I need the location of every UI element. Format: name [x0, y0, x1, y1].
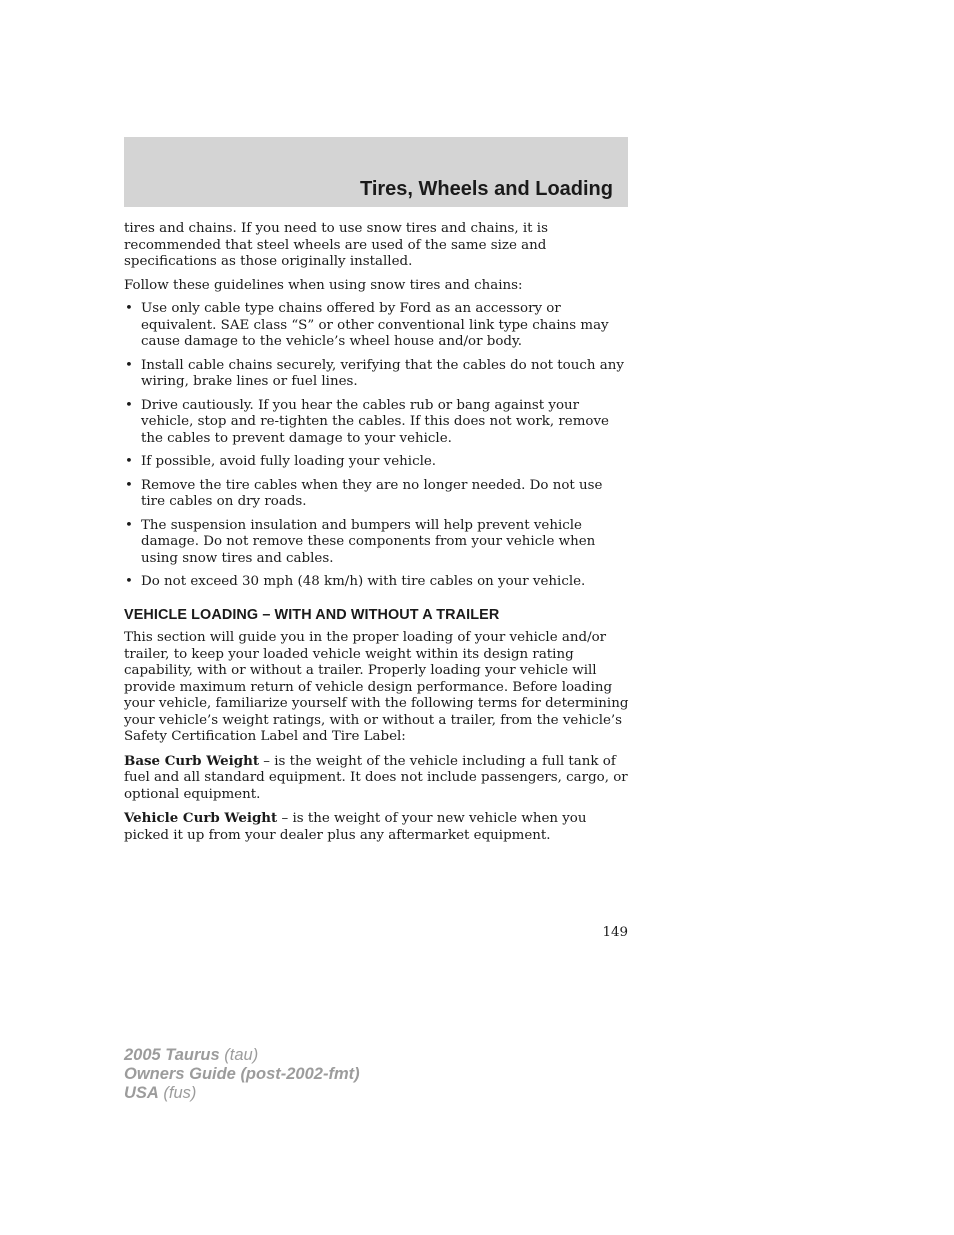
vehicle-loading-heading: VEHICLE LOADING – WITH AND WITHOUT A TRAILER	[124, 606, 500, 623]
list-item-text: Use only cable type chains offered by Ford as an accessory or equivalent. SAE class “S” or other conventional link type chains may cause damage to the vehicle’s wheel house and/or body.	[141, 301, 609, 349]
bullet-icon: •	[125, 517, 133, 533]
definition-text: – is the weight of the vehicle including a full tank of fuel and all standard equipment. It does not include passengers, cargo, or optional equipment.	[124, 753, 628, 802]
footer-line-guide	[124, 1065, 360, 1084]
footer-guide: Owners Guide (post-2002-fmt)	[124, 1065, 360, 1083]
footer-market-code: (fus)	[158, 1084, 197, 1102]
list-item-text: Install cable chains securely, verifying that the cables do not touch any wiring, brake lines or fuel lines.	[141, 357, 624, 389]
list-item-text: Do not exceed 30 mph (48 km/h) with tire cables on your vehicle.	[141, 574, 586, 589]
document-footer	[124, 1046, 360, 1103]
bullet-icon: •	[125, 477, 133, 493]
bullet-icon: •	[125, 574, 133, 589]
page-number: 149	[602, 925, 628, 940]
footer-line-market	[124, 1084, 360, 1103]
list-item	[124, 301, 630, 351]
list-item	[124, 518, 630, 568]
bullet-icon: •	[125, 357, 133, 373]
footer-line-model	[124, 1046, 360, 1065]
page-content	[124, 221, 630, 851]
bullet-icon: •	[125, 454, 133, 469]
definition-text: – is the weight of your new vehicle when you picked it up from your dealer plus any aftermarket equipment.	[124, 811, 587, 843]
guidelines-intro: Follow these guidelines when using snow tires and chains:	[124, 277, 523, 293]
list-item	[124, 454, 630, 471]
list-item-text: Drive cautiously. If you hear the cables rub or bang against your vehicle, stop and re-tighten the cables. If this does not work, remove the cables to prevent damage to your vehicle.	[141, 397, 609, 446]
list-item	[124, 478, 630, 511]
list-item	[124, 358, 630, 391]
loading-paragraph: This section will guide you in the proper loading of your vehicle and/or trailer, to keep your loaded vehicle weight within its design rating capability, with or without a trailer. Properly loading your vehicle will provide maximum return of vehicle design performance. Before loading your vehicle, familiarize yourself with the following terms for determining your vehicle’s weight ratings, with or without a trailer, from the vehicle’s Safety Certification Label and Tire Label:	[124, 630, 629, 744]
section-title: Tires, Wheels and Loading	[359, 178, 613, 200]
footer-model: 2005 Taurus	[124, 1046, 220, 1064]
list-item	[124, 398, 630, 448]
intro-paragraph: tires and chains. If you need to use snow tires and chains, it is recommended that steel wheels are used of the same size and specifications as those originally installed.	[124, 221, 548, 269]
definition-base-curb-weight	[124, 753, 630, 804]
list-item-text: Remove the tire cables when they are no longer needed. Do not use tire cables on dry roads.	[141, 477, 603, 509]
definition-vehicle-curb-weight	[124, 810, 630, 844]
section-header-band	[124, 137, 628, 207]
list-item	[124, 574, 630, 591]
list-item-text: If possible, avoid fully loading your vehicle.	[141, 454, 437, 469]
guidelines-list	[124, 301, 630, 591]
definition-term: Base Curb Weight	[124, 752, 260, 769]
bullet-icon: •	[125, 301, 133, 316]
bullet-icon: •	[125, 397, 133, 413]
footer-market: USA	[124, 1084, 159, 1102]
list-item-text: The suspension insulation and bumpers will help prevent vehicle damage. Do not remove these components from your vehicle when using snow tires and cables.	[141, 517, 596, 566]
definition-term: Vehicle Curb Weight	[124, 810, 278, 826]
footer-model-code: (tau)	[219, 1046, 259, 1064]
